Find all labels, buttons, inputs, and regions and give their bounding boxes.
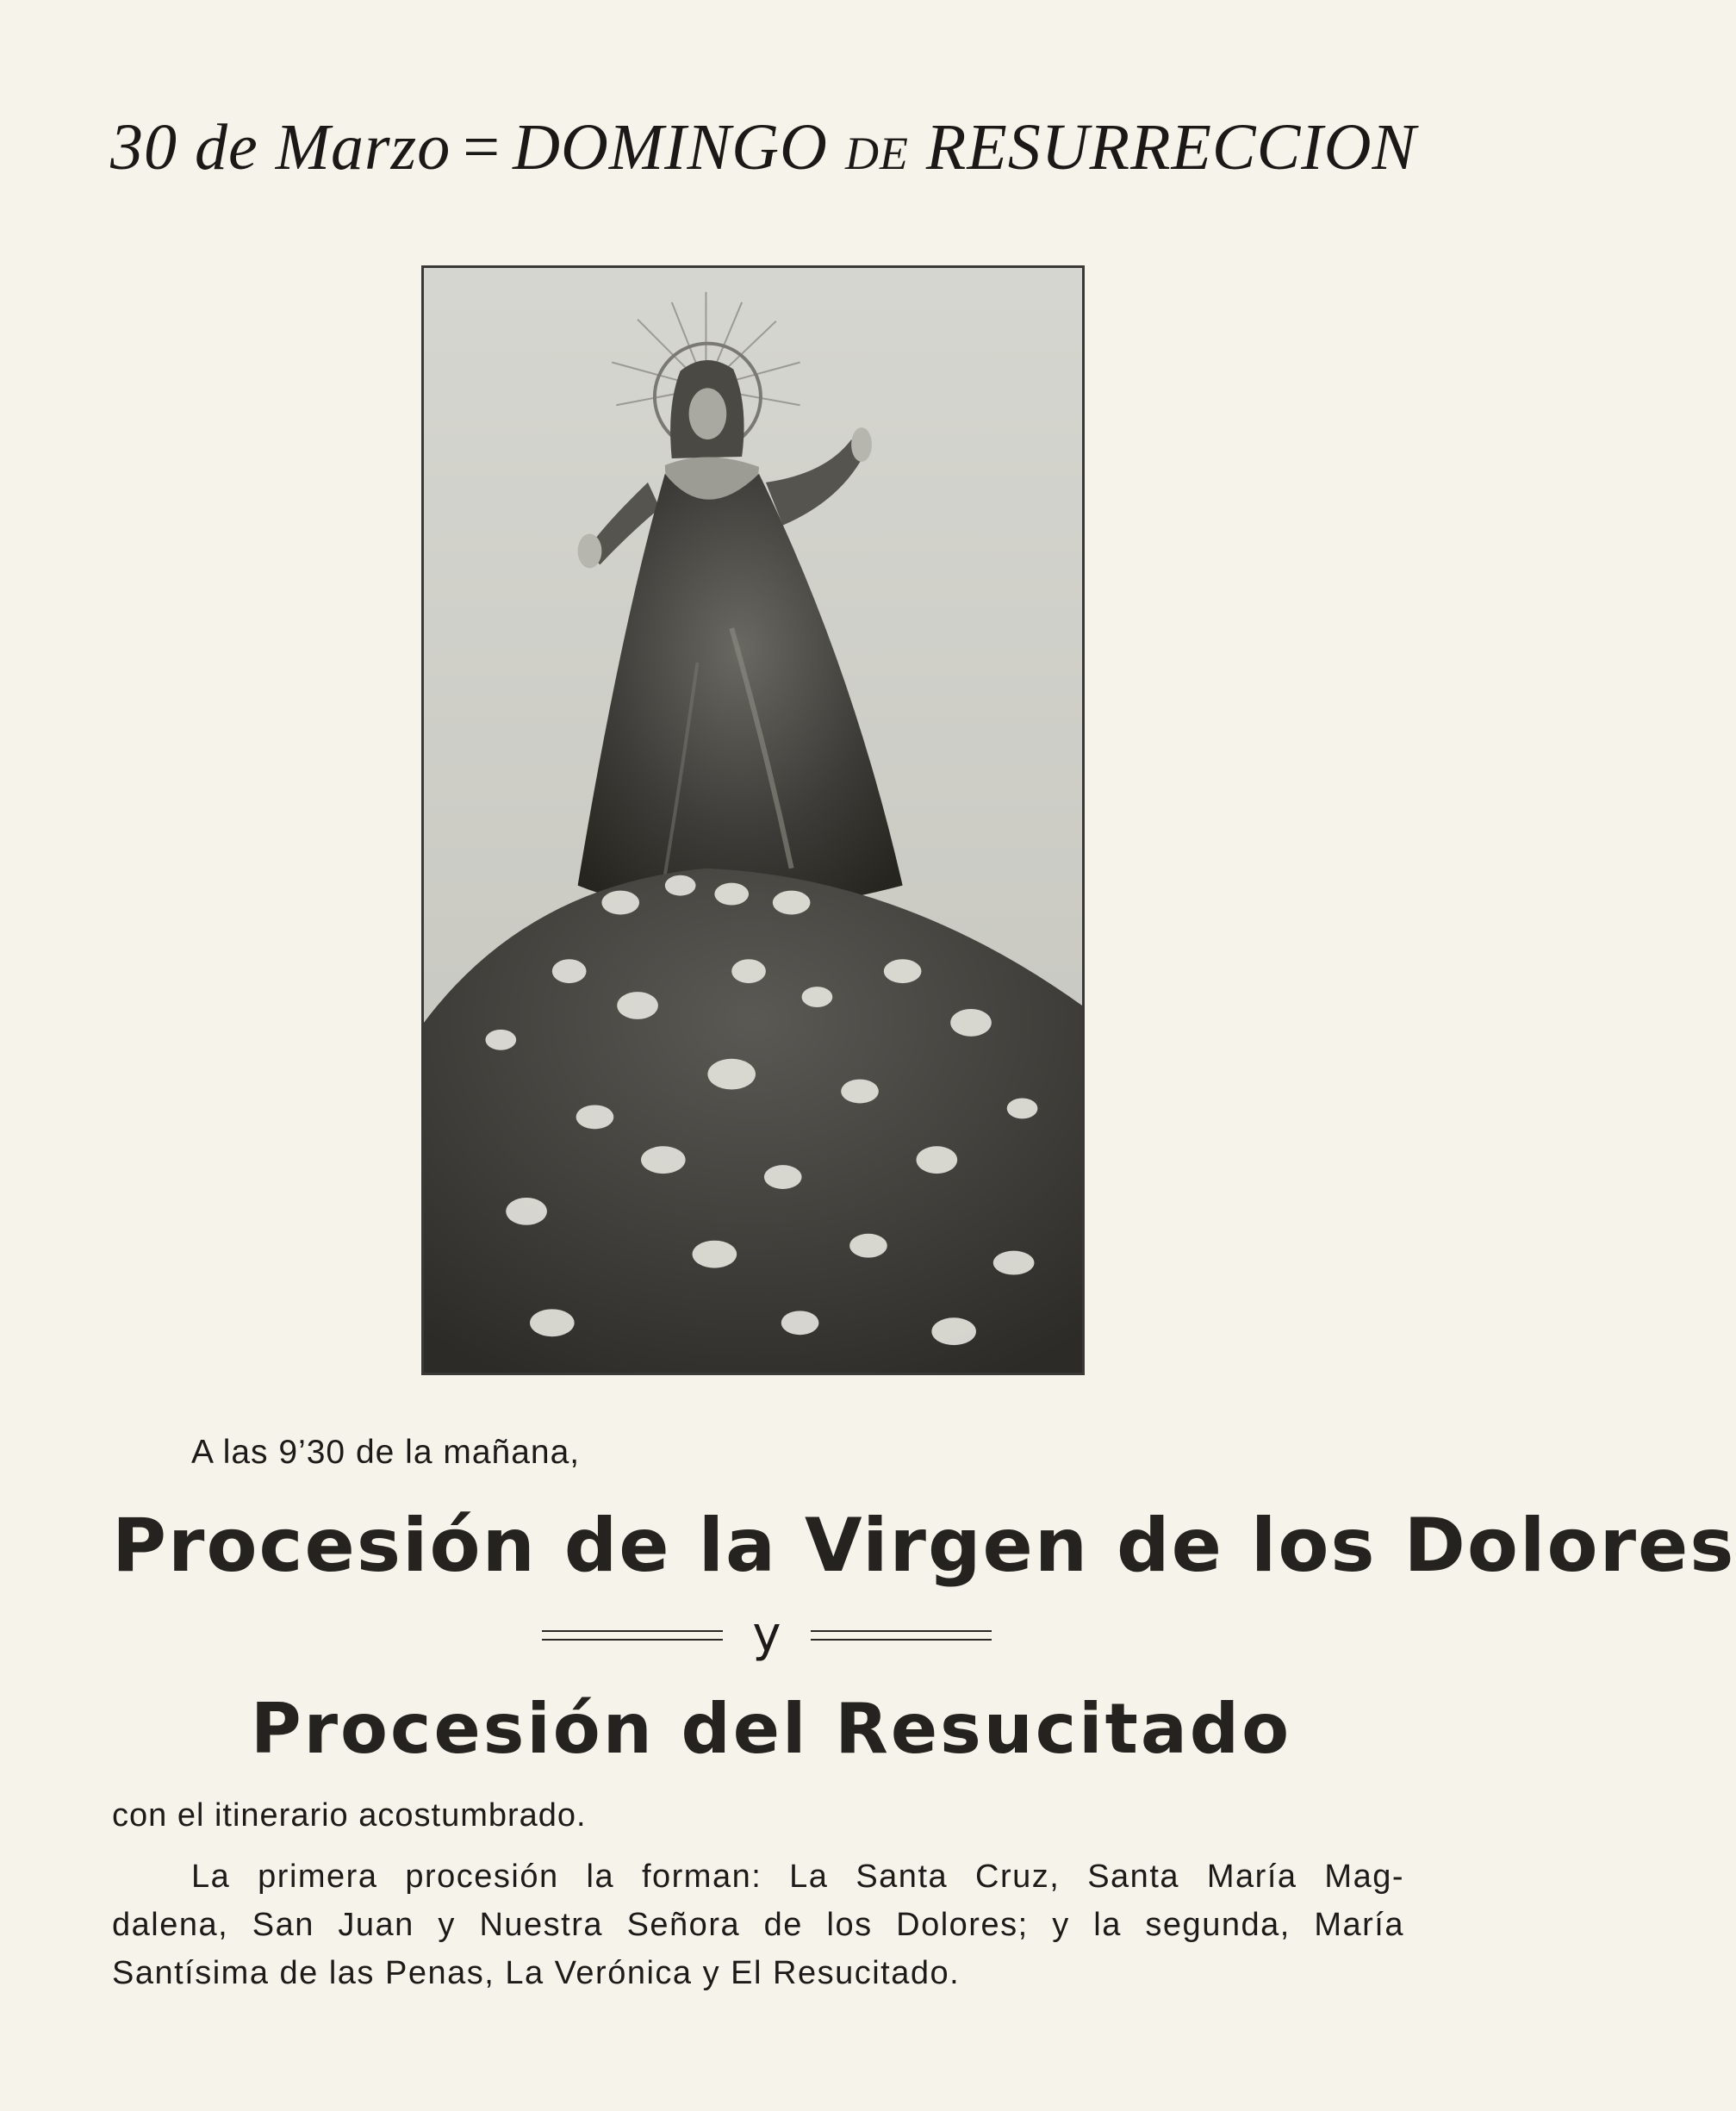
statue-photo-illustration xyxy=(424,268,1082,1373)
paragraph-line: Santísima de las Penas, La Verónica y El Resucitado. xyxy=(112,1955,961,1991)
double-rule-right xyxy=(811,1630,992,1641)
header-title-main: DOMINGO xyxy=(513,111,828,184)
conjunction-divider xyxy=(482,1607,1051,1663)
itinerary-note: con el itinerario acostumbrado. xyxy=(112,1797,587,1834)
virgin-statue-photo xyxy=(421,265,1085,1375)
double-rule-left xyxy=(542,1630,723,1641)
header-title-end: RESURRECCION xyxy=(925,111,1417,184)
procession-time: A las 9’30 de la mañana, xyxy=(191,1434,581,1471)
procession-description xyxy=(112,1853,1404,1997)
paragraph-line: dalena, San Juan y Nuestra Señora de los Dolores; y la segunda, María xyxy=(112,1907,1404,1943)
header-date: 30 de Marzo xyxy=(110,111,451,184)
header-separator: = xyxy=(463,111,501,184)
procession-title-resucitado: Procesión del Resucitado xyxy=(250,1689,1292,1769)
procession-title-virgen: Procesión de la Virgen de los Dolores xyxy=(112,1503,1736,1589)
conjunction-text: y xyxy=(752,1607,781,1663)
header-title-de: DE xyxy=(844,128,909,179)
page-header xyxy=(110,110,1420,185)
paragraph-line: La primera procesión la forman: La Santa Cruz, Santa María Mag- xyxy=(191,1859,1404,1895)
